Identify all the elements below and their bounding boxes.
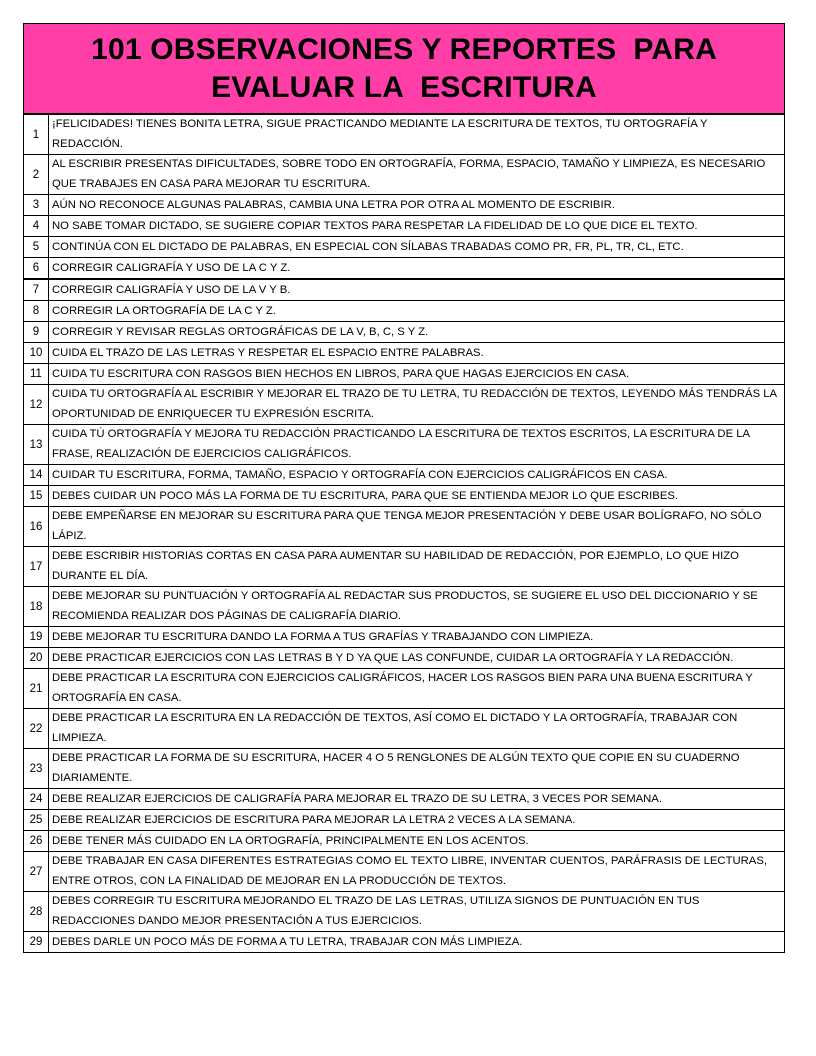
table-row <box>24 648 785 669</box>
row-number: 6 <box>24 258 49 280</box>
row-text: DEBE PRACTICAR EJERCICIOS CON LAS LETRAS B Y D YA QUE LAS CONFUNDE, CUIDAR LA ORTOGRAFÍA Y LA REDACCIÓN. <box>49 648 785 669</box>
row-text: DEBE ESCRIBIR HISTORIAS CORTAS EN CASA PARA AUMENTAR SU HABILIDAD DE REDACCIÓN, POR EJEMPLO, LO QUE HIZO DURANTE EL DÍA. <box>49 547 785 587</box>
table-row <box>24 547 785 587</box>
table-row <box>24 932 785 953</box>
table-row <box>24 195 785 216</box>
row-number: 16 <box>24 507 49 547</box>
row-text: DEBE PRACTICAR LA ESCRITURA EN LA REDACCIÓN DE TEXTOS, ASÍ COMO EL DICTADO Y LA ORTOGRAFÍA, TRABAJAR CON LIMPIEZA. <box>49 709 785 749</box>
row-text: CUIDA TU ORTOGRAFÍA AL ESCRIBIR Y MEJORAR EL TRAZO DE TU LETRA, TU REDACCIÓN DE TEXTOS, LEYENDO MÁS TENDRÁS LA OPORTUNIDAD DE ENRIQUECER TU EXPRESIÓN ESCRITA. <box>49 385 785 425</box>
table-row <box>24 627 785 648</box>
row-number: 3 <box>24 195 49 216</box>
table-row <box>24 892 785 932</box>
row-text: DEBE REALIZAR EJERCICIOS DE ESCRITURA PARA MEJORAR LA LETRA 2 VECES A LA SEMANA. <box>49 810 785 831</box>
row-number: 9 <box>24 322 49 343</box>
row-text: CUIDA TÚ ORTOGRAFÍA Y MEJORA TU REDACCIÓN PRACTICANDO LA ESCRITURA DE TEXTOS ESCRITOS, LA ESCRITURA DE LA FRASE, REALIZACIÓN DE EJERCICIOS CALIGRÁFICOS. <box>49 425 785 465</box>
table-row <box>24 465 785 486</box>
row-number: 18 <box>24 587 49 627</box>
row-number: 22 <box>24 709 49 749</box>
row-text: CORREGIR LA ORTOGRAFÍA DE LA C Y Z. <box>49 301 785 322</box>
table-row <box>24 385 785 425</box>
row-number: 24 <box>24 789 49 810</box>
row-number: 11 <box>24 364 49 385</box>
row-text: AÚN NO RECONOCE ALGUNAS PALABRAS, CAMBIA UNA LETRA POR OTRA AL MOMENTO DE ESCRIBIR. <box>49 195 785 216</box>
row-number: 26 <box>24 831 49 852</box>
table-row <box>24 810 785 831</box>
row-number: 21 <box>24 669 49 709</box>
table-row <box>24 587 785 627</box>
row-number: 2 <box>24 155 49 195</box>
row-text: CUIDA EL TRAZO DE LAS LETRAS Y RESPETAR EL ESPACIO ENTRE PALABRAS. <box>49 343 785 364</box>
row-text: CORREGIR CALIGRAFÍA Y USO DE LA C Y Z. <box>49 258 785 280</box>
table-row <box>24 852 785 892</box>
table-row <box>24 507 785 547</box>
title-line-1: 101 OBSERVACIONES Y REPORTES PARA <box>91 32 717 66</box>
row-number: 14 <box>24 465 49 486</box>
row-number: 23 <box>24 749 49 789</box>
row-text: DEBES CORREGIR TU ESCRITURA MEJORANDO EL TRAZO DE LAS LETRAS, UTILIZA SIGNOS DE PUNTUACIÓN EN TUS REDACCIONES DANDO MEJOR PRESENTACIÓN A TUS EJERCICIOS. <box>49 892 785 932</box>
row-text: DEBE PRACTICAR LA FORMA DE SU ESCRITURA, HACER 4 O 5 RENGLONES DE ALGÚN TEXTO QUE COPIE EN SU CUADERNO DIARIAMENTE. <box>49 749 785 789</box>
row-number: 7 <box>24 279 49 301</box>
row-number: 27 <box>24 852 49 892</box>
row-number: 10 <box>24 343 49 364</box>
row-text: DEBE PRACTICAR LA ESCRITURA CON EJERCICIOS CALIGRÁFICOS, HACER LOS RASGOS BIEN PARA UNA BUENA ESCRITURA Y ORTOGRAFÍA EN CASA. <box>49 669 785 709</box>
table-row <box>24 425 785 465</box>
row-number: 28 <box>24 892 49 932</box>
table-row <box>24 258 785 280</box>
row-text: CORREGIR Y REVISAR REGLAS ORTOGRÁFICAS DE LA V, B, C, S Y Z. <box>49 322 785 343</box>
row-number: 8 <box>24 301 49 322</box>
row-number: 25 <box>24 810 49 831</box>
table-row <box>24 155 785 195</box>
row-text: CONTINÚA CON EL DICTADO DE PALABRAS, EN ESPECIAL CON SÍLABAS TRABADAS COMO PR, FR, PL, TR, CL, ETC. <box>49 237 785 258</box>
row-text: DEBE EMPEÑARSE EN MEJORAR SU ESCRITURA PARA QUE TENGA MEJOR PRESENTACIÓN Y DEBE USAR BOLÍGRAFO, NO SÓLO LÁPIZ. <box>49 507 785 547</box>
table-row <box>24 749 785 789</box>
table-row <box>24 115 785 155</box>
row-text: AL ESCRIBIR PRESENTAS DIFICULTADES, SOBRE TODO EN ORTOGRAFÍA, FORMA, ESPACIO, TAMAÑO Y LIMPIEZA, ES NECESARIO QUE TRABAJES EN CASA PARA MEJORAR TU ESCRITURA. <box>49 155 785 195</box>
row-text: DEBE MEJORAR TU ESCRITURA DANDO LA FORMA A TUS GRAFÍAS Y TRABAJANDO CON LIMPIEZA. <box>49 627 785 648</box>
table-row <box>24 669 785 709</box>
row-text: CUIDA TU ESCRITURA CON RASGOS BIEN HECHOS EN LIBROS, PARA QUE HAGAS EJERCICIOS EN CASA. <box>49 364 785 385</box>
table-row <box>24 789 785 810</box>
row-number: 5 <box>24 237 49 258</box>
row-number: 15 <box>24 486 49 507</box>
table-row <box>24 486 785 507</box>
row-number: 17 <box>24 547 49 587</box>
row-text: ¡FELICIDADES! TIENES BONITA LETRA, SIGUE PRACTICANDO MEDIANTE LA ESCRITURA DE TEXTOS, TU ORTOGRAFÍA Y REDACCIÓN. <box>49 115 785 155</box>
title-line-2: EVALUAR LA ESCRITURA <box>211 70 597 104</box>
row-text: DEBE MEJORAR SU PUNTUACIÓN Y ORTOGRAFÍA AL REDACTAR SUS PRODUCTOS, SE SUGIERE EL USO DEL DICCIONARIO Y SE RECOMIENDA REALIZAR DOS PÁGINAS DE CALIGRAFÍA DIARIO. <box>49 587 785 627</box>
row-text: DEBES DARLE UN POCO MÁS DE FORMA A TU LETRA, TRABAJAR CON MÁS LIMPIEZA. <box>49 932 785 953</box>
table-row <box>24 709 785 749</box>
row-number: 20 <box>24 648 49 669</box>
table-row <box>24 831 785 852</box>
row-number: 29 <box>24 932 49 953</box>
table-row <box>24 322 785 343</box>
row-text: CUIDAR TU ESCRITURA, FORMA, TAMAÑO, ESPACIO Y ORTOGRAFÍA CON EJERCICIOS CALIGRÁFICOS EN CASA. <box>49 465 785 486</box>
worksheet <box>23 23 785 953</box>
row-number: 13 <box>24 425 49 465</box>
row-text: DEBE REALIZAR EJERCICIOS DE CALIGRAFÍA PARA MEJORAR EL TRAZO DE SU LETRA, 3 VECES POR SEMANA. <box>49 789 785 810</box>
row-number: 19 <box>24 627 49 648</box>
row-text: CORREGIR CALIGRAFÍA Y USO DE LA V Y B. <box>49 279 785 301</box>
table-row <box>24 364 785 385</box>
table-row <box>24 237 785 258</box>
row-number: 1 <box>24 115 49 155</box>
table-row <box>24 216 785 237</box>
table-row <box>24 279 785 301</box>
row-text: DEBE TRABAJAR EN CASA DIFERENTES ESTRATEGIAS COMO EL TEXTO LIBRE, INVENTAR CUENTOS, PARÁFRASIS DE LECTURAS, ENTRE OTROS, CON LA FINALIDAD DE MEJORAR EN LA PRODUCCIÓN DE TEXTOS. <box>49 852 785 892</box>
observations-table <box>23 114 785 953</box>
title-banner <box>23 23 785 114</box>
row-number: 12 <box>24 385 49 425</box>
row-text: DEBE TENER MÁS CUIDADO EN LA ORTOGRAFÍA, PRINCIPALMENTE EN LOS ACENTOS. <box>49 831 785 852</box>
table-row <box>24 343 785 364</box>
table-row <box>24 301 785 322</box>
row-text: DEBES CUIDAR UN POCO MÁS LA FORMA DE TU ESCRITURA, PARA QUE SE ENTIENDA MEJOR LO QUE ESCRIBES. <box>49 486 785 507</box>
row-text: NO SABE TOMAR DICTADO, SE SUGIERE COPIAR TEXTOS PARA RESPETAR LA FIDELIDAD DE LO QUE DICE EL TEXTO. <box>49 216 785 237</box>
row-number: 4 <box>24 216 49 237</box>
